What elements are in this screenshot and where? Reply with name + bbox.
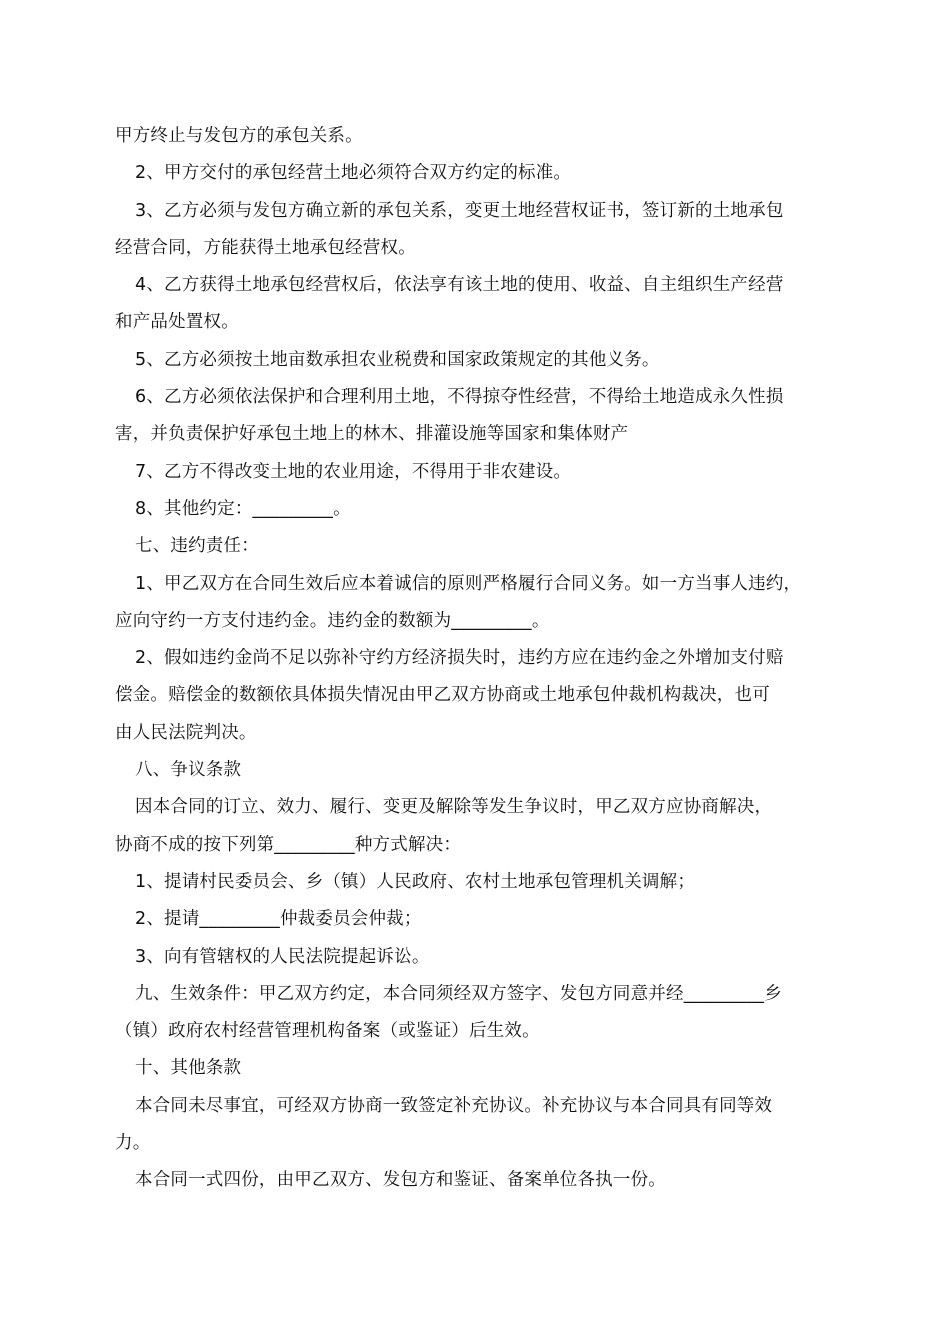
paragraph-line: 2、提请_________仲裁委员会仲裁； <box>135 909 422 930</box>
paragraph-line: 经营合同，方能获得土地承包经营权。 <box>115 237 416 258</box>
paragraph-line: 因本合同的订立、效力、履行、变更及解除等发生争议时，甲乙双方应协商解决， <box>135 797 773 818</box>
paragraph-line: 7、乙方不得改变土地的农业用途，不得用于非农建设。 <box>135 461 572 482</box>
paragraph-line: 5、乙方必须按土地亩数承担农业税费和国家政策规定的其他义务。 <box>135 349 660 370</box>
paragraph-line: 协商不成的按下列第_________种方式解决： <box>115 834 462 855</box>
paragraph-line: 3、向有管辖权的人民法院提起诉讼。 <box>135 946 430 967</box>
section-heading: 九、生效条件：甲乙双方约定，本合同须经双方签字、发包方同意并经_________乡 <box>135 983 782 1004</box>
paragraph-line: 偿金。赔偿金的数额依具体损失情况由甲乙双方协商或土地承包仲裁机构裁决，也可 <box>115 685 770 706</box>
paragraph-line: 害，并负责保护好承包土地上的林木、排灌设施等国家和集体财产 <box>115 424 629 445</box>
contract-text-body <box>115 118 850 1200</box>
paragraph-line: 1、提请村民委员会、乡（镇）人民政府、农村土地承包管理机关调解； <box>135 871 696 892</box>
section-heading: 十、其他条款 <box>135 1058 242 1079</box>
paragraph-line: 4、乙方获得土地承包经营权后，依法享有该土地的使用、收益、自主组织生产经营 <box>135 275 784 296</box>
section-heading: 八、争议条款 <box>135 760 242 781</box>
paragraph-line: 6、乙方必须依法保护和合理利用土地，不得掠夺性经营，不得给土地造成永久性损 <box>135 387 784 408</box>
paragraph-line: （镇）政府农村经营管理机构备案（或鉴证）后生效。 <box>115 1021 540 1042</box>
paragraph-line: 3、乙方必须与发包方确立新的承包关系，变更土地经营权证书，签订新的土地承包 <box>135 200 784 221</box>
paragraph-line: 由人民法院判决。 <box>115 722 257 743</box>
paragraph-line: 甲方终止与发包方的承包关系。 <box>115 126 363 146</box>
paragraph-line: 本合同未尽事宜，可经双方协商一致签定补充协议。补充协议与本合同具有同等效 <box>135 1095 773 1116</box>
paragraph-line: 应向守约一方支付违约金。违约金的数额为_________。 <box>115 610 550 631</box>
paragraph-line: 2、甲方交付的承包经营土地必须符合双方约定的标准。 <box>135 163 572 184</box>
section-heading: 七、违约责任： <box>135 536 259 557</box>
paragraph-line: 和产品处置权。 <box>115 312 239 333</box>
paragraph-line: 8、其他约定：_________。 <box>135 498 351 519</box>
paragraph-line: 力。 <box>115 1133 151 1154</box>
paragraph-line: 本合同一式四份，由甲乙双方、发包方和鉴证、备案单位各执一份。 <box>135 1170 666 1191</box>
paragraph-line: 2、假如违约金尚不足以弥补守约方经济损失时，违约方应在违约金之外增加支付赔 <box>135 648 784 669</box>
paragraph-line: 1、甲乙双方在合同生效后应本着诚信的原则严格履行合同义务。如一方当事人违约， <box>135 573 802 594</box>
